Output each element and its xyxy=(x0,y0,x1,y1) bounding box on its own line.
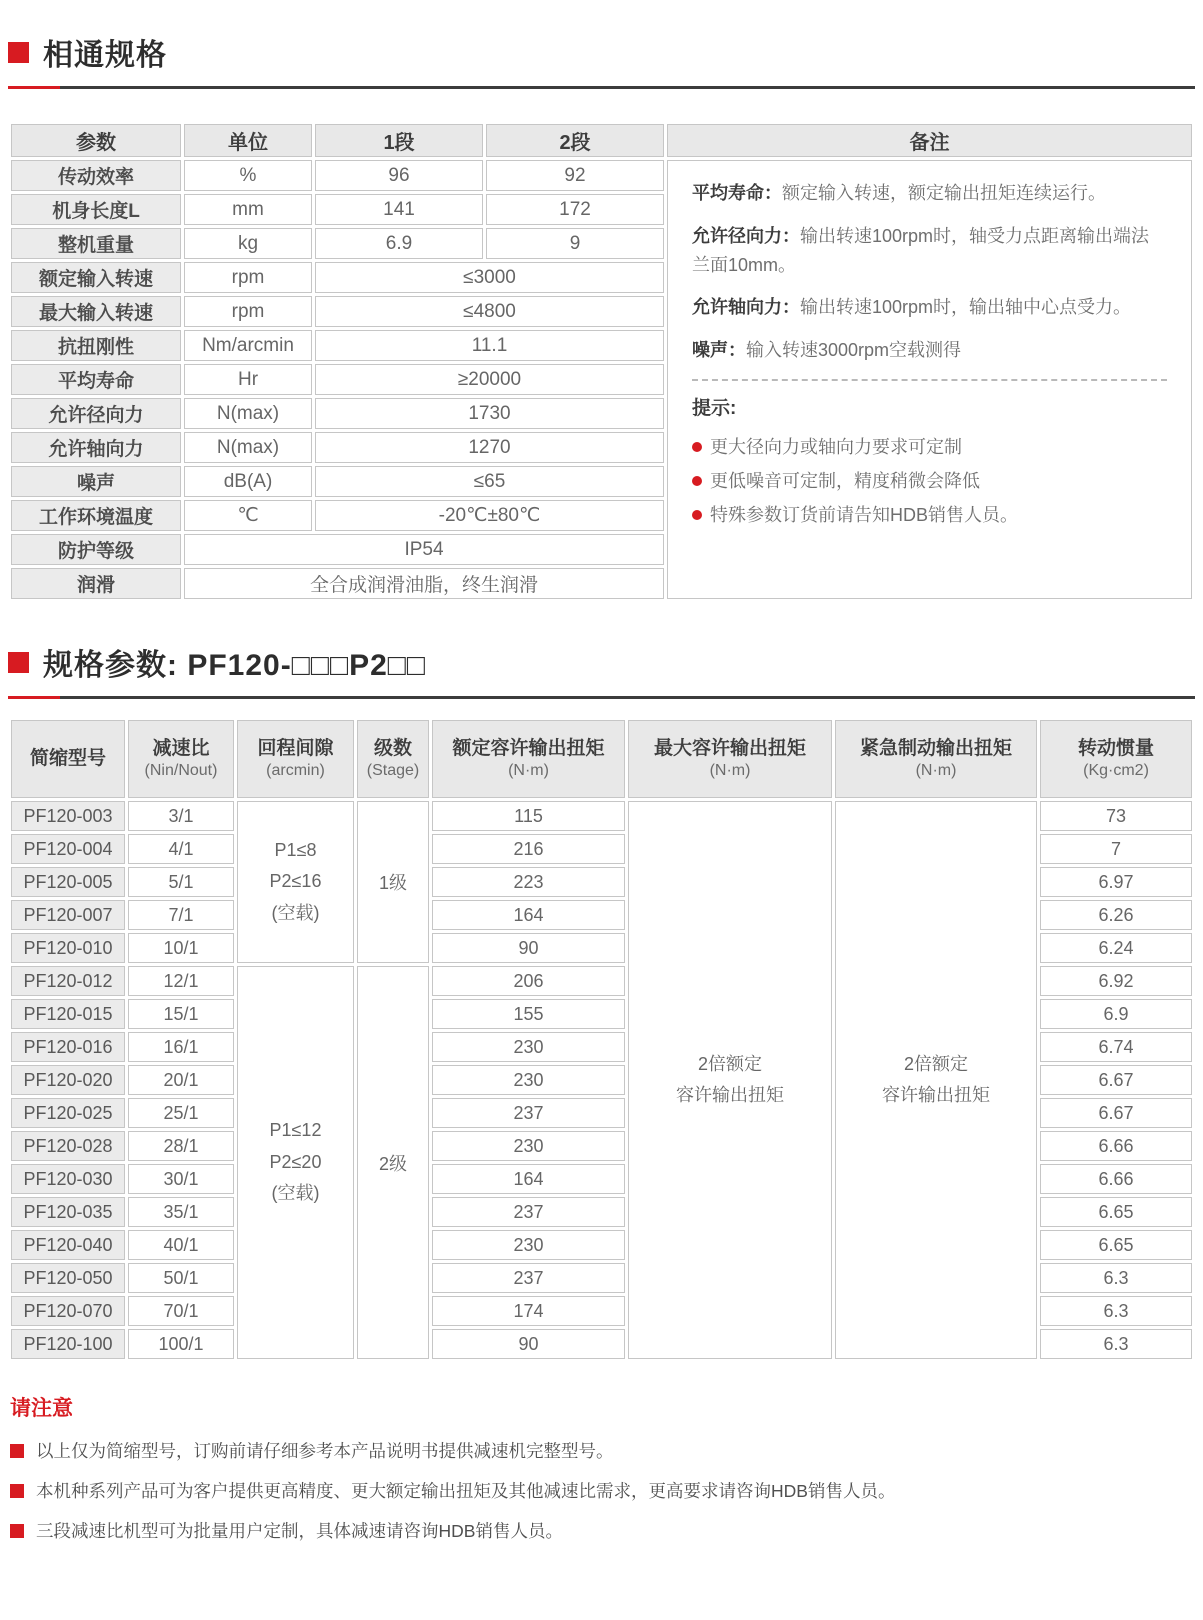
model-cell: PF120-016 xyxy=(11,1032,125,1062)
header-unit: 单位 xyxy=(184,124,312,157)
torque-cell: 115 xyxy=(432,801,625,831)
ratio-cell: 4/1 xyxy=(128,834,234,864)
notice-title: 请注意 xyxy=(10,1397,73,1420)
inertia-cell: 6.74 xyxy=(1040,1032,1192,1062)
value-cell: 141 xyxy=(315,194,483,225)
inertia-cell: 6.92 xyxy=(1040,966,1192,996)
value-cell: ≤3000 xyxy=(315,262,664,293)
torque-cell: 230 xyxy=(432,1065,625,1095)
header-rated-torque: 额定容许输出扭矩 (N·m) xyxy=(432,720,625,798)
ratio-cell: 15/1 xyxy=(128,999,234,1029)
header-param: 参数 xyxy=(11,124,181,157)
torque-cell: 90 xyxy=(432,1329,625,1359)
stage-cell: 1级 xyxy=(357,801,429,963)
unit-cell: ℃ xyxy=(184,500,312,531)
header-backlash: 回程间隙 (arcmin) xyxy=(237,720,354,798)
unit-cell: Nm/arcmin xyxy=(184,330,312,361)
param-cell: 整机重量 xyxy=(11,228,181,259)
ratio-cell: 50/1 xyxy=(128,1263,234,1293)
inertia-cell: 6.3 xyxy=(1040,1329,1192,1359)
inertia-cell: 6.66 xyxy=(1040,1131,1192,1161)
bullet-dot-icon xyxy=(692,510,702,520)
model-cell: PF120-012 xyxy=(11,966,125,996)
model-cell: PF120-028 xyxy=(11,1131,125,1161)
value-cell: 6.9 xyxy=(315,228,483,259)
ratio-cell: 25/1 xyxy=(128,1098,234,1128)
inertia-cell: 6.97 xyxy=(1040,867,1192,897)
model-cell: PF120-040 xyxy=(11,1230,125,1260)
model-cell: PF120-020 xyxy=(11,1065,125,1095)
value-cell: 96 xyxy=(315,160,483,191)
torque-cell: 164 xyxy=(432,900,625,930)
ratio-cell: 20/1 xyxy=(128,1065,234,1095)
tip-item: 特殊参数订货前请告知HDB销售人员。 xyxy=(692,498,1167,532)
tip-item: 更大径向力或轴向力要求可定制 xyxy=(692,430,1167,464)
model-cell: PF120-007 xyxy=(11,900,125,930)
torque-cell: 155 xyxy=(432,999,625,1029)
tip-item: 更低噪音可定制，精度稍微会降低 xyxy=(692,464,1167,498)
backlash-cell: P1≤12 P2≤20 (空载) xyxy=(237,966,354,1359)
unit-cell: Hr xyxy=(184,364,312,395)
inertia-cell: 6.9 xyxy=(1040,999,1192,1029)
model-cell: PF120-050 xyxy=(11,1263,125,1293)
value-cell: IP54 xyxy=(184,534,664,565)
red-square-bullet-icon xyxy=(10,1524,24,1538)
ratio-cell: 7/1 xyxy=(128,900,234,930)
table-header-row xyxy=(11,124,1192,157)
ratio-cell: 10/1 xyxy=(128,933,234,963)
unit-cell: rpm xyxy=(184,262,312,293)
inertia-cell: 7 xyxy=(1040,834,1192,864)
model-cell: PF120-030 xyxy=(11,1164,125,1194)
header-model: 简缩型号 xyxy=(11,720,125,798)
value-cell: ≤65 xyxy=(315,466,664,497)
ratio-cell: 100/1 xyxy=(128,1329,234,1359)
torque-cell: 164 xyxy=(432,1164,625,1194)
unit-cell: kg xyxy=(184,228,312,259)
torque-cell: 237 xyxy=(432,1098,625,1128)
inertia-cell: 6.3 xyxy=(1040,1296,1192,1326)
bullet-dot-icon xyxy=(692,442,702,452)
red-square-icon xyxy=(8,42,29,63)
table-row xyxy=(11,160,1192,191)
remarks-cell xyxy=(667,160,1192,599)
header-remarks: 备注 xyxy=(667,124,1192,157)
inertia-cell: 6.67 xyxy=(1040,1098,1192,1128)
torque-cell: 230 xyxy=(432,1032,625,1062)
inertia-cell: 6.65 xyxy=(1040,1230,1192,1260)
ratio-cell: 28/1 xyxy=(128,1131,234,1161)
spec-params-table xyxy=(8,717,1195,1362)
param-cell: 防护等级 xyxy=(11,534,181,565)
value-cell: 9 xyxy=(486,228,664,259)
section2-title: 规格参数: PF120-□□□P2□□ xyxy=(43,649,427,682)
stage-cell: 2级 xyxy=(357,966,429,1359)
header-ratio: 减速比 (Nin/Nout) xyxy=(128,720,234,798)
ratio-cell: 3/1 xyxy=(128,801,234,831)
ratio-cell: 35/1 xyxy=(128,1197,234,1227)
header-stage: 级数 (Stage) xyxy=(357,720,429,798)
model-code: PF120-□□□P2□□ xyxy=(187,649,427,682)
value-cell: 92 xyxy=(486,160,664,191)
param-cell: 噪声 xyxy=(11,466,181,497)
param-cell: 传动效率 xyxy=(11,160,181,191)
note-noise: 噪声：输入转速3000rpm空载测得 xyxy=(692,340,962,361)
param-cell: 最大输入转速 xyxy=(11,296,181,327)
red-underline xyxy=(8,696,60,699)
param-cell: 机身长度L xyxy=(11,194,181,225)
table-row xyxy=(11,801,1192,831)
value-cell: 1730 xyxy=(315,398,664,429)
ratio-cell: 16/1 xyxy=(128,1032,234,1062)
inertia-cell: 73 xyxy=(1040,801,1192,831)
inertia-cell: 6.3 xyxy=(1040,1263,1192,1293)
inertia-cell: 6.26 xyxy=(1040,900,1192,930)
note-life: 平均寿命：额定输入转速，额定输出扭矩连续运行。 xyxy=(692,183,1106,203)
param-cell: 允许径向力 xyxy=(11,398,181,429)
model-cell: PF120-004 xyxy=(11,834,125,864)
section1-title: 相通规格 xyxy=(43,39,167,72)
red-square-icon xyxy=(8,652,29,673)
backlash-cell: P1≤8 P2≤16 (空载) xyxy=(237,801,354,963)
common-spec-table xyxy=(8,121,1195,602)
unit-cell: dB(A) xyxy=(184,466,312,497)
tips-title: 提示: xyxy=(692,397,737,419)
max-torque-cell: 2倍额定 容许输出扭矩 xyxy=(628,801,832,1359)
note-axial: 允许轴向力：输出转速100rpm时，输出轴中心点受力。 xyxy=(692,297,1132,318)
torque-cell: 216 xyxy=(432,834,625,864)
section1-header xyxy=(8,30,1195,89)
torque-cell: 206 xyxy=(432,966,625,996)
ratio-cell: 40/1 xyxy=(128,1230,234,1260)
model-cell: PF120-015 xyxy=(11,999,125,1029)
model-cell: PF120-025 xyxy=(11,1098,125,1128)
ratio-cell: 30/1 xyxy=(128,1164,234,1194)
notice-item: 三段减速比机型可为批量用户定制，具体减速请咨询HDB销售人员。 xyxy=(10,1518,1195,1543)
table-header-row xyxy=(11,720,1192,798)
param-cell: 平均寿命 xyxy=(11,364,181,395)
ratio-cell: 70/1 xyxy=(128,1296,234,1326)
brake-torque-cell: 2倍额定 容许输出扭矩 xyxy=(835,801,1037,1359)
torque-cell: 230 xyxy=(432,1131,625,1161)
note-radial: 允许径向力：输出转速100rpm时，轴受力点距离输出端法兰面10mm。 xyxy=(692,225,1150,275)
value-cell: ≤4800 xyxy=(315,296,664,327)
model-cell: PF120-035 xyxy=(11,1197,125,1227)
unit-cell: rpm xyxy=(184,296,312,327)
model-cell: PF120-005 xyxy=(11,867,125,897)
param-cell: 额定输入转速 xyxy=(11,262,181,293)
red-underline xyxy=(8,86,60,89)
param-cell: 允许轴向力 xyxy=(11,432,181,463)
value-cell: 172 xyxy=(486,194,664,225)
torque-cell: 230 xyxy=(432,1230,625,1260)
red-square-bullet-icon xyxy=(10,1444,24,1458)
header-max-torque: 最大容许输出扭矩 (N·m) xyxy=(628,720,832,798)
notice-item: 以上仅为简缩型号，订购前请仔细参考本产品说明书提供减速机完整型号。 xyxy=(10,1438,1195,1463)
torque-cell: 223 xyxy=(432,867,625,897)
ratio-cell: 12/1 xyxy=(128,966,234,996)
inertia-cell: 6.24 xyxy=(1040,933,1192,963)
model-cell: PF120-003 xyxy=(11,801,125,831)
footer-notes xyxy=(8,1392,1195,1543)
notice-item: 本机种系列产品可为客户提供更高精度、更大额定输出扭矩及其他减速比需求，更高要求请咨询HDB销售人员。 xyxy=(10,1478,1195,1503)
value-cell: ≥20000 xyxy=(315,364,664,395)
ratio-cell: 5/1 xyxy=(128,867,234,897)
param-cell: 润滑 xyxy=(11,568,181,599)
inertia-cell: 6.66 xyxy=(1040,1164,1192,1194)
unit-cell: N(max) xyxy=(184,432,312,463)
section2-header xyxy=(8,640,1195,699)
model-cell: PF120-010 xyxy=(11,933,125,963)
torque-cell: 174 xyxy=(432,1296,625,1326)
header-inertia: 转动惯量 (Kg·cm2) xyxy=(1040,720,1192,798)
value-cell: 1270 xyxy=(315,432,664,463)
param-cell: 工作环境温度 xyxy=(11,500,181,531)
dashed-divider xyxy=(692,379,1167,381)
header-stage1: 1段 xyxy=(315,124,483,157)
value-cell: 11.1 xyxy=(315,330,664,361)
torque-cell: 90 xyxy=(432,933,625,963)
inertia-cell: 6.67 xyxy=(1040,1065,1192,1095)
value-cell: 全合成润滑油脂，终生润滑 xyxy=(184,568,664,599)
header-brake-torque: 紧急制动输出扭矩 (N·m) xyxy=(835,720,1037,798)
param-cell: 抗扭刚性 xyxy=(11,330,181,361)
model-cell: PF120-070 xyxy=(11,1296,125,1326)
torque-cell: 237 xyxy=(432,1197,625,1227)
value-cell: -20℃±80℃ xyxy=(315,500,664,531)
header-stage2: 2段 xyxy=(486,124,664,157)
unit-cell: N(max) xyxy=(184,398,312,429)
unit-cell: % xyxy=(184,160,312,191)
red-square-bullet-icon xyxy=(10,1484,24,1498)
unit-cell: mm xyxy=(184,194,312,225)
inertia-cell: 6.65 xyxy=(1040,1197,1192,1227)
model-cell: PF120-100 xyxy=(11,1329,125,1359)
bullet-dot-icon xyxy=(692,476,702,486)
torque-cell: 237 xyxy=(432,1263,625,1293)
